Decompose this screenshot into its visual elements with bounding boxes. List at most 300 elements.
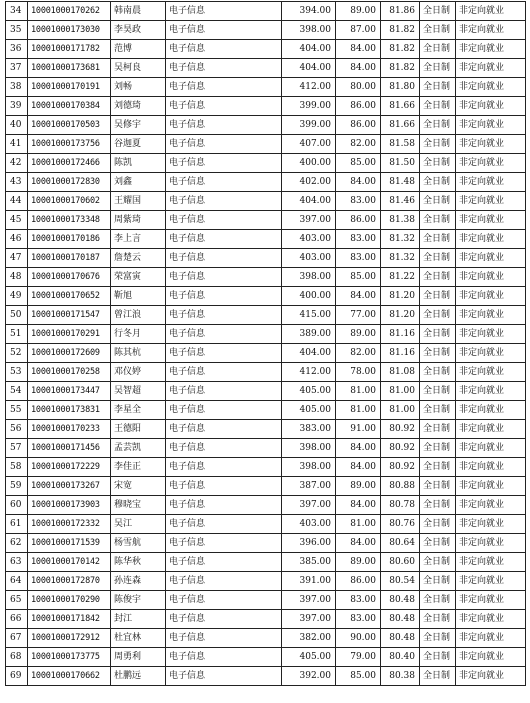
- table-row: [6, 534, 526, 553]
- total-score-cell: 81.20: [381, 287, 420, 306]
- row-number-cell: 51: [6, 325, 28, 344]
- row-number-cell: 66: [6, 610, 28, 629]
- employment-type-cell: 非定向就业: [456, 192, 526, 211]
- employment-type-cell: 非定向就业: [456, 382, 526, 401]
- total-score-cell: 80.88: [381, 477, 420, 496]
- candidate-name-cell: 韩南晨: [111, 2, 166, 21]
- major-cell: 电子信息: [166, 515, 282, 534]
- major-cell: 电子信息: [166, 249, 282, 268]
- employment-type-cell: 非定向就业: [456, 477, 526, 496]
- major-cell: 电子信息: [166, 363, 282, 382]
- row-number-cell: 50: [6, 306, 28, 325]
- row-number-cell: 40: [6, 116, 28, 135]
- total-score-cell: 80.64: [381, 534, 420, 553]
- study-mode-cell: 全日制: [420, 401, 456, 420]
- candidate-id-cell: 10001000173681: [28, 59, 111, 78]
- table-row: [6, 59, 526, 78]
- employment-type-cell: 非定向就业: [456, 173, 526, 192]
- table-row: [6, 249, 526, 268]
- preliminary-score-cell: 412.00: [282, 363, 336, 382]
- total-score-cell: 81.32: [381, 249, 420, 268]
- study-mode-cell: 全日制: [420, 154, 456, 173]
- total-score-cell: 81.82: [381, 21, 420, 40]
- interview-score-cell: 80.00: [336, 78, 381, 97]
- candidate-name-cell: 荣富寅: [111, 268, 166, 287]
- employment-type-cell: 非定向就业: [456, 211, 526, 230]
- preliminary-score-cell: 391.00: [282, 572, 336, 591]
- row-number-cell: 58: [6, 458, 28, 477]
- major-cell: 电子信息: [166, 553, 282, 572]
- candidate-id-cell: 10001000173903: [28, 496, 111, 515]
- employment-type-cell: 非定向就业: [456, 287, 526, 306]
- table-row: [6, 97, 526, 116]
- preliminary-score-cell: 400.00: [282, 154, 336, 173]
- employment-type-cell: 非定向就业: [456, 591, 526, 610]
- employment-type-cell: 非定向就业: [456, 629, 526, 648]
- study-mode-cell: 全日制: [420, 667, 456, 686]
- major-cell: 电子信息: [166, 591, 282, 610]
- interview-score-cell: 81.00: [336, 515, 381, 534]
- preliminary-score-cell: 404.00: [282, 344, 336, 363]
- preliminary-score-cell: 404.00: [282, 40, 336, 59]
- employment-type-cell: 非定向就业: [456, 116, 526, 135]
- candidate-name-cell: 李上言: [111, 230, 166, 249]
- candidate-id-cell: 10001000172229: [28, 458, 111, 477]
- interview-score-cell: 86.00: [336, 116, 381, 135]
- study-mode-cell: 全日制: [420, 515, 456, 534]
- total-score-cell: 80.40: [381, 648, 420, 667]
- major-cell: 电子信息: [166, 667, 282, 686]
- study-mode-cell: 全日制: [420, 21, 456, 40]
- candidate-name-cell: 刘鑫: [111, 173, 166, 192]
- total-score-cell: 80.78: [381, 496, 420, 515]
- row-number-cell: 34: [6, 2, 28, 21]
- candidate-name-cell: 陈华秋: [111, 553, 166, 572]
- interview-score-cell: 85.00: [336, 667, 381, 686]
- candidate-id-cell: 10001000170187: [28, 249, 111, 268]
- table-row: [6, 496, 526, 515]
- preliminary-score-cell: 405.00: [282, 382, 336, 401]
- preliminary-score-cell: 385.00: [282, 553, 336, 572]
- table-row: [6, 382, 526, 401]
- candidate-id-cell: 10001000170186: [28, 230, 111, 249]
- preliminary-score-cell: 403.00: [282, 230, 336, 249]
- candidate-name-cell: 孟芸凯: [111, 439, 166, 458]
- interview-score-cell: 89.00: [336, 325, 381, 344]
- total-score-cell: 81.50: [381, 154, 420, 173]
- employment-type-cell: 非定向就业: [456, 2, 526, 21]
- candidate-id-cell: 10001000170384: [28, 97, 111, 116]
- candidate-id-cell: 10001000170262: [28, 2, 111, 21]
- study-mode-cell: 全日制: [420, 420, 456, 439]
- major-cell: 电子信息: [166, 629, 282, 648]
- total-score-cell: 81.00: [381, 401, 420, 420]
- employment-type-cell: 非定向就业: [456, 496, 526, 515]
- interview-score-cell: 86.00: [336, 572, 381, 591]
- candidate-id-cell: 10001000172332: [28, 515, 111, 534]
- table-row: [6, 439, 526, 458]
- preliminary-score-cell: 415.00: [282, 306, 336, 325]
- row-number-cell: 49: [6, 287, 28, 306]
- total-score-cell: 81.00: [381, 382, 420, 401]
- total-score-cell: 81.66: [381, 97, 420, 116]
- major-cell: 电子信息: [166, 40, 282, 59]
- row-number-cell: 38: [6, 78, 28, 97]
- employment-type-cell: 非定向就业: [456, 420, 526, 439]
- table-row: [6, 116, 526, 135]
- employment-type-cell: 非定向就业: [456, 401, 526, 420]
- interview-score-cell: 84.00: [336, 59, 381, 78]
- major-cell: 电子信息: [166, 287, 282, 306]
- study-mode-cell: 全日制: [420, 553, 456, 572]
- interview-score-cell: 86.00: [336, 97, 381, 116]
- table-row: [6, 344, 526, 363]
- interview-score-cell: 85.00: [336, 268, 381, 287]
- major-cell: 电子信息: [166, 135, 282, 154]
- major-cell: 电子信息: [166, 382, 282, 401]
- study-mode-cell: 全日制: [420, 268, 456, 287]
- candidate-name-cell: 谷迦夏: [111, 135, 166, 154]
- preliminary-score-cell: 404.00: [282, 192, 336, 211]
- candidate-id-cell: 10001000170233: [28, 420, 111, 439]
- preliminary-score-cell: 398.00: [282, 21, 336, 40]
- candidate-id-cell: 10001000170652: [28, 287, 111, 306]
- candidate-name-cell: 王耀国: [111, 192, 166, 211]
- preliminary-score-cell: 396.00: [282, 534, 336, 553]
- candidate-name-cell: 吴修宇: [111, 116, 166, 135]
- row-number-cell: 63: [6, 553, 28, 572]
- table-row: [6, 325, 526, 344]
- major-cell: 电子信息: [166, 192, 282, 211]
- interview-score-cell: 87.00: [336, 21, 381, 40]
- total-score-cell: 81.58: [381, 135, 420, 154]
- total-score-cell: 81.32: [381, 230, 420, 249]
- preliminary-score-cell: 412.00: [282, 78, 336, 97]
- interview-score-cell: 84.00: [336, 173, 381, 192]
- employment-type-cell: 非定向就业: [456, 515, 526, 534]
- interview-score-cell: 82.00: [336, 135, 381, 154]
- major-cell: 电子信息: [166, 344, 282, 363]
- study-mode-cell: 全日制: [420, 192, 456, 211]
- candidate-name-cell: 吴智超: [111, 382, 166, 401]
- candidate-id-cell: 10001000173030: [28, 21, 111, 40]
- interview-score-cell: 85.00: [336, 154, 381, 173]
- major-cell: 电子信息: [166, 21, 282, 40]
- candidate-name-cell: 靳旭: [111, 287, 166, 306]
- preliminary-score-cell: 403.00: [282, 515, 336, 534]
- candidate-id-cell: 10001000171456: [28, 439, 111, 458]
- candidate-id-cell: 10001000172609: [28, 344, 111, 363]
- table-row: [6, 629, 526, 648]
- candidate-name-cell: 刘畅: [111, 78, 166, 97]
- major-cell: 电子信息: [166, 648, 282, 667]
- candidate-id-cell: 10001000170503: [28, 116, 111, 135]
- employment-type-cell: 非定向就业: [456, 534, 526, 553]
- table-row: [6, 268, 526, 287]
- total-score-cell: 80.92: [381, 458, 420, 477]
- candidate-name-cell: 行冬月: [111, 325, 166, 344]
- preliminary-score-cell: 398.00: [282, 458, 336, 477]
- candidate-name-cell: 封江: [111, 610, 166, 629]
- candidate-name-cell: 陈俊宇: [111, 591, 166, 610]
- candidate-id-cell: 10001000172870: [28, 572, 111, 591]
- table-row: [6, 572, 526, 591]
- candidate-id-cell: 10001000172912: [28, 629, 111, 648]
- interview-score-cell: 83.00: [336, 249, 381, 268]
- row-number-cell: 55: [6, 401, 28, 420]
- major-cell: 电子信息: [166, 610, 282, 629]
- preliminary-score-cell: 389.00: [282, 325, 336, 344]
- candidate-name-cell: 陈凯: [111, 154, 166, 173]
- study-mode-cell: 全日制: [420, 230, 456, 249]
- candidate-id-cell: 10001000170676: [28, 268, 111, 287]
- candidate-name-cell: 刘德琦: [111, 97, 166, 116]
- row-number-cell: 39: [6, 97, 28, 116]
- candidate-name-cell: 杜宜林: [111, 629, 166, 648]
- major-cell: 电子信息: [166, 439, 282, 458]
- employment-type-cell: 非定向就业: [456, 553, 526, 572]
- candidate-name-cell: 吴柯良: [111, 59, 166, 78]
- major-cell: 电子信息: [166, 154, 282, 173]
- table-row: [6, 287, 526, 306]
- candidate-id-cell: 10001000173267: [28, 477, 111, 496]
- total-score-cell: 80.92: [381, 439, 420, 458]
- total-score-cell: 81.66: [381, 116, 420, 135]
- candidate-id-cell: 10001000173831: [28, 401, 111, 420]
- candidate-name-cell: 曾江浪: [111, 306, 166, 325]
- study-mode-cell: 全日制: [420, 325, 456, 344]
- table-row: [6, 154, 526, 173]
- employment-type-cell: 非定向就业: [456, 648, 526, 667]
- candidate-id-cell: 10001000170290: [28, 591, 111, 610]
- preliminary-score-cell: 405.00: [282, 648, 336, 667]
- preliminary-score-cell: 399.00: [282, 97, 336, 116]
- candidate-name-cell: 杨雪航: [111, 534, 166, 553]
- employment-type-cell: 非定向就业: [456, 325, 526, 344]
- preliminary-score-cell: 397.00: [282, 211, 336, 230]
- candidate-id-cell: 10001000170142: [28, 553, 111, 572]
- interview-score-cell: 83.00: [336, 610, 381, 629]
- preliminary-score-cell: 392.00: [282, 667, 336, 686]
- table-row: [6, 420, 526, 439]
- study-mode-cell: 全日制: [420, 249, 456, 268]
- table-row: [6, 363, 526, 382]
- table-row: [6, 610, 526, 629]
- candidate-id-cell: 10001000170662: [28, 667, 111, 686]
- interview-score-cell: 84.00: [336, 287, 381, 306]
- row-number-cell: 59: [6, 477, 28, 496]
- table-row: [6, 230, 526, 249]
- candidate-name-cell: 孙连森: [111, 572, 166, 591]
- interview-score-cell: 82.00: [336, 344, 381, 363]
- interview-score-cell: 79.00: [336, 648, 381, 667]
- table-row: [6, 458, 526, 477]
- preliminary-score-cell: 400.00: [282, 287, 336, 306]
- study-mode-cell: 全日制: [420, 363, 456, 382]
- preliminary-score-cell: 397.00: [282, 610, 336, 629]
- employment-type-cell: 非定向就业: [456, 135, 526, 154]
- preliminary-score-cell: 405.00: [282, 401, 336, 420]
- candidate-name-cell: 周勇利: [111, 648, 166, 667]
- total-score-cell: 81.22: [381, 268, 420, 287]
- employment-type-cell: 非定向就业: [456, 230, 526, 249]
- employment-type-cell: 非定向就业: [456, 667, 526, 686]
- major-cell: 电子信息: [166, 78, 282, 97]
- employment-type-cell: 非定向就业: [456, 249, 526, 268]
- candidate-name-cell: 詹楚云: [111, 249, 166, 268]
- row-number-cell: 68: [6, 648, 28, 667]
- interview-score-cell: 77.00: [336, 306, 381, 325]
- total-score-cell: 80.60: [381, 553, 420, 572]
- study-mode-cell: 全日制: [420, 477, 456, 496]
- study-mode-cell: 全日制: [420, 306, 456, 325]
- candidate-name-cell: 杜鹏远: [111, 667, 166, 686]
- row-number-cell: 60: [6, 496, 28, 515]
- total-score-cell: 81.08: [381, 363, 420, 382]
- major-cell: 电子信息: [166, 477, 282, 496]
- row-number-cell: 54: [6, 382, 28, 401]
- candidate-id-cell: 10001000171539: [28, 534, 111, 553]
- candidate-name-cell: 穆晓宝: [111, 496, 166, 515]
- interview-score-cell: 83.00: [336, 230, 381, 249]
- table-row: [6, 173, 526, 192]
- row-number-cell: 47: [6, 249, 28, 268]
- interview-score-cell: 89.00: [336, 553, 381, 572]
- study-mode-cell: 全日制: [420, 211, 456, 230]
- study-mode-cell: 全日制: [420, 439, 456, 458]
- table-row: [6, 553, 526, 572]
- employment-type-cell: 非定向就业: [456, 363, 526, 382]
- employment-type-cell: 非定向就业: [456, 344, 526, 363]
- employment-type-cell: 非定向就业: [456, 40, 526, 59]
- preliminary-score-cell: 383.00: [282, 420, 336, 439]
- candidate-id-cell: 10001000170258: [28, 363, 111, 382]
- major-cell: 电子信息: [166, 173, 282, 192]
- study-mode-cell: 全日制: [420, 591, 456, 610]
- major-cell: 电子信息: [166, 211, 282, 230]
- row-number-cell: 42: [6, 154, 28, 173]
- preliminary-score-cell: 397.00: [282, 591, 336, 610]
- table-row: [6, 306, 526, 325]
- study-mode-cell: 全日制: [420, 78, 456, 97]
- row-number-cell: 61: [6, 515, 28, 534]
- row-number-cell: 65: [6, 591, 28, 610]
- row-number-cell: 48: [6, 268, 28, 287]
- candidate-name-cell: 吴江: [111, 515, 166, 534]
- candidate-id-cell: 10001000171547: [28, 306, 111, 325]
- employment-type-cell: 非定向就业: [456, 21, 526, 40]
- major-cell: 电子信息: [166, 458, 282, 477]
- interview-score-cell: 84.00: [336, 496, 381, 515]
- preliminary-score-cell: 402.00: [282, 173, 336, 192]
- interview-score-cell: 84.00: [336, 439, 381, 458]
- employment-type-cell: 非定向就业: [456, 572, 526, 591]
- interview-score-cell: 91.00: [336, 420, 381, 439]
- candidate-id-cell: 10001000173756: [28, 135, 111, 154]
- row-number-cell: 52: [6, 344, 28, 363]
- study-mode-cell: 全日制: [420, 116, 456, 135]
- interview-score-cell: 89.00: [336, 477, 381, 496]
- candidate-id-cell: 10001000170191: [28, 78, 111, 97]
- row-number-cell: 46: [6, 230, 28, 249]
- major-cell: 电子信息: [166, 116, 282, 135]
- employment-type-cell: 非定向就业: [456, 97, 526, 116]
- row-number-cell: 35: [6, 21, 28, 40]
- preliminary-score-cell: 398.00: [282, 439, 336, 458]
- major-cell: 电子信息: [166, 59, 282, 78]
- major-cell: 电子信息: [166, 306, 282, 325]
- total-score-cell: 80.76: [381, 515, 420, 534]
- table-row: [6, 515, 526, 534]
- row-number-cell: 69: [6, 667, 28, 686]
- interview-score-cell: 89.00: [336, 2, 381, 21]
- preliminary-score-cell: 399.00: [282, 116, 336, 135]
- row-number-cell: 43: [6, 173, 28, 192]
- study-mode-cell: 全日制: [420, 610, 456, 629]
- candidate-id-cell: 10001000171842: [28, 610, 111, 629]
- study-mode-cell: 全日制: [420, 344, 456, 363]
- total-score-cell: 81.48: [381, 173, 420, 192]
- row-number-cell: 62: [6, 534, 28, 553]
- major-cell: 电子信息: [166, 268, 282, 287]
- study-mode-cell: 全日制: [420, 648, 456, 667]
- employment-type-cell: 非定向就业: [456, 78, 526, 97]
- row-number-cell: 41: [6, 135, 28, 154]
- major-cell: 电子信息: [166, 401, 282, 420]
- interview-score-cell: 81.00: [336, 382, 381, 401]
- major-cell: 电子信息: [166, 496, 282, 515]
- candidate-id-cell: 10001000172466: [28, 154, 111, 173]
- row-number-cell: 57: [6, 439, 28, 458]
- major-cell: 电子信息: [166, 97, 282, 116]
- table-row: [6, 401, 526, 420]
- major-cell: 电子信息: [166, 325, 282, 344]
- total-score-cell: 81.82: [381, 59, 420, 78]
- study-mode-cell: 全日制: [420, 40, 456, 59]
- candidate-name-cell: 周紫琦: [111, 211, 166, 230]
- total-score-cell: 81.86: [381, 2, 420, 21]
- interview-score-cell: 90.00: [336, 629, 381, 648]
- row-number-cell: 67: [6, 629, 28, 648]
- table-row: [6, 211, 526, 230]
- study-mode-cell: 全日制: [420, 287, 456, 306]
- candidate-id-cell: 10001000171782: [28, 40, 111, 59]
- total-score-cell: 80.54: [381, 572, 420, 591]
- row-number-cell: 36: [6, 40, 28, 59]
- total-score-cell: 80.48: [381, 629, 420, 648]
- candidate-id-cell: 10001000173775: [28, 648, 111, 667]
- row-number-cell: 53: [6, 363, 28, 382]
- total-score-cell: 81.20: [381, 306, 420, 325]
- table-row: [6, 667, 526, 686]
- study-mode-cell: 全日制: [420, 629, 456, 648]
- employment-type-cell: 非定向就业: [456, 59, 526, 78]
- total-score-cell: 81.38: [381, 211, 420, 230]
- total-score-cell: 80.48: [381, 591, 420, 610]
- interview-score-cell: 78.00: [336, 363, 381, 382]
- employment-type-cell: 非定向就业: [456, 458, 526, 477]
- table-body: [6, 2, 526, 686]
- study-mode-cell: 全日制: [420, 382, 456, 401]
- study-mode-cell: 全日制: [420, 458, 456, 477]
- interview-score-cell: 84.00: [336, 534, 381, 553]
- study-mode-cell: 全日制: [420, 534, 456, 553]
- table-row: [6, 591, 526, 610]
- candidate-name-cell: 陈其杭: [111, 344, 166, 363]
- admission-list-table: [5, 1, 526, 686]
- study-mode-cell: 全日制: [420, 173, 456, 192]
- table-row: [6, 21, 526, 40]
